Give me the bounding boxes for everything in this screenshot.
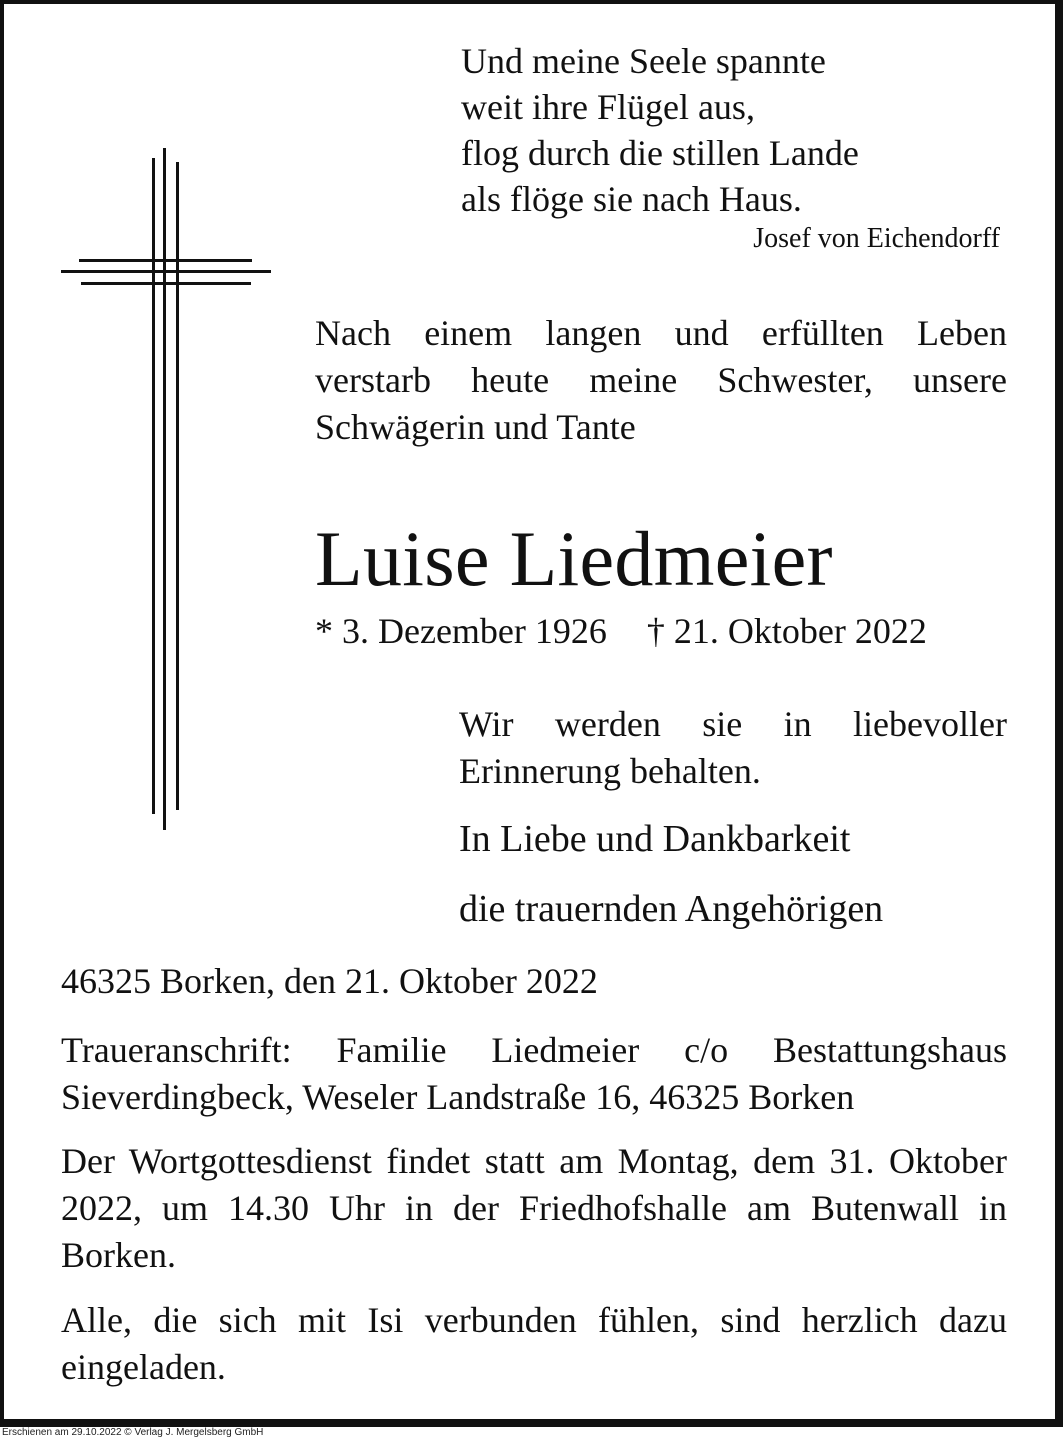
memory-text: Wir werden sie in liebevoller Erinnerung behalten. <box>459 704 1007 791</box>
invitation-text: Alle, die sich mit Isi verbunden fühlen, sind herzlich dazu eingeladen. <box>61 1300 1007 1387</box>
poem <box>461 38 859 222</box>
deceased-name: Luise Liedmeier <box>315 515 833 602</box>
poem-line: flog durch die stillen Lande <box>461 133 859 173</box>
poem-author: Josef von Eichendorff <box>753 223 1000 254</box>
poem-line: als flöge sie nach Haus. <box>461 179 802 219</box>
mourning-address: Traueranschrift: Familie Liedmeier c/o Bestattungshaus Sieverdingbeck, Weseler Landstraße 16, 46325 Borken <box>61 1030 1007 1117</box>
service-info: Der Wortgottesdienst findet statt am Montag, dem 31. Oktober 2022, um 14.30 Uhr in der Friedhofshalle am Butenwall in Borken. <box>61 1141 1007 1275</box>
intro-text: Nach einem langen und erfüllten Leben verstarb heute meine Schwester, unsere Schwägerin und Tante <box>315 313 1007 447</box>
birth-date: * 3. Dezember 1926 <box>315 611 607 651</box>
poem-line: Und meine Seele spannte <box>461 41 826 81</box>
publication-footer: Erschienen am 29.10.2022 © Verlag J. Mergelsberg GmbH <box>2 1427 264 1438</box>
gratitude-text: In Liebe und Dankbarkeit <box>459 818 851 860</box>
place-date: 46325 Borken, den 21. Oktober 2022 <box>61 961 598 1001</box>
life-dates <box>315 608 927 654</box>
cross-icon <box>55 140 275 835</box>
poem-line: weit ihre Flügel aus, <box>461 87 755 127</box>
death-date: † 21. Oktober 2022 <box>646 611 927 651</box>
mourners-text: die trauernden Angehörigen <box>459 888 884 930</box>
